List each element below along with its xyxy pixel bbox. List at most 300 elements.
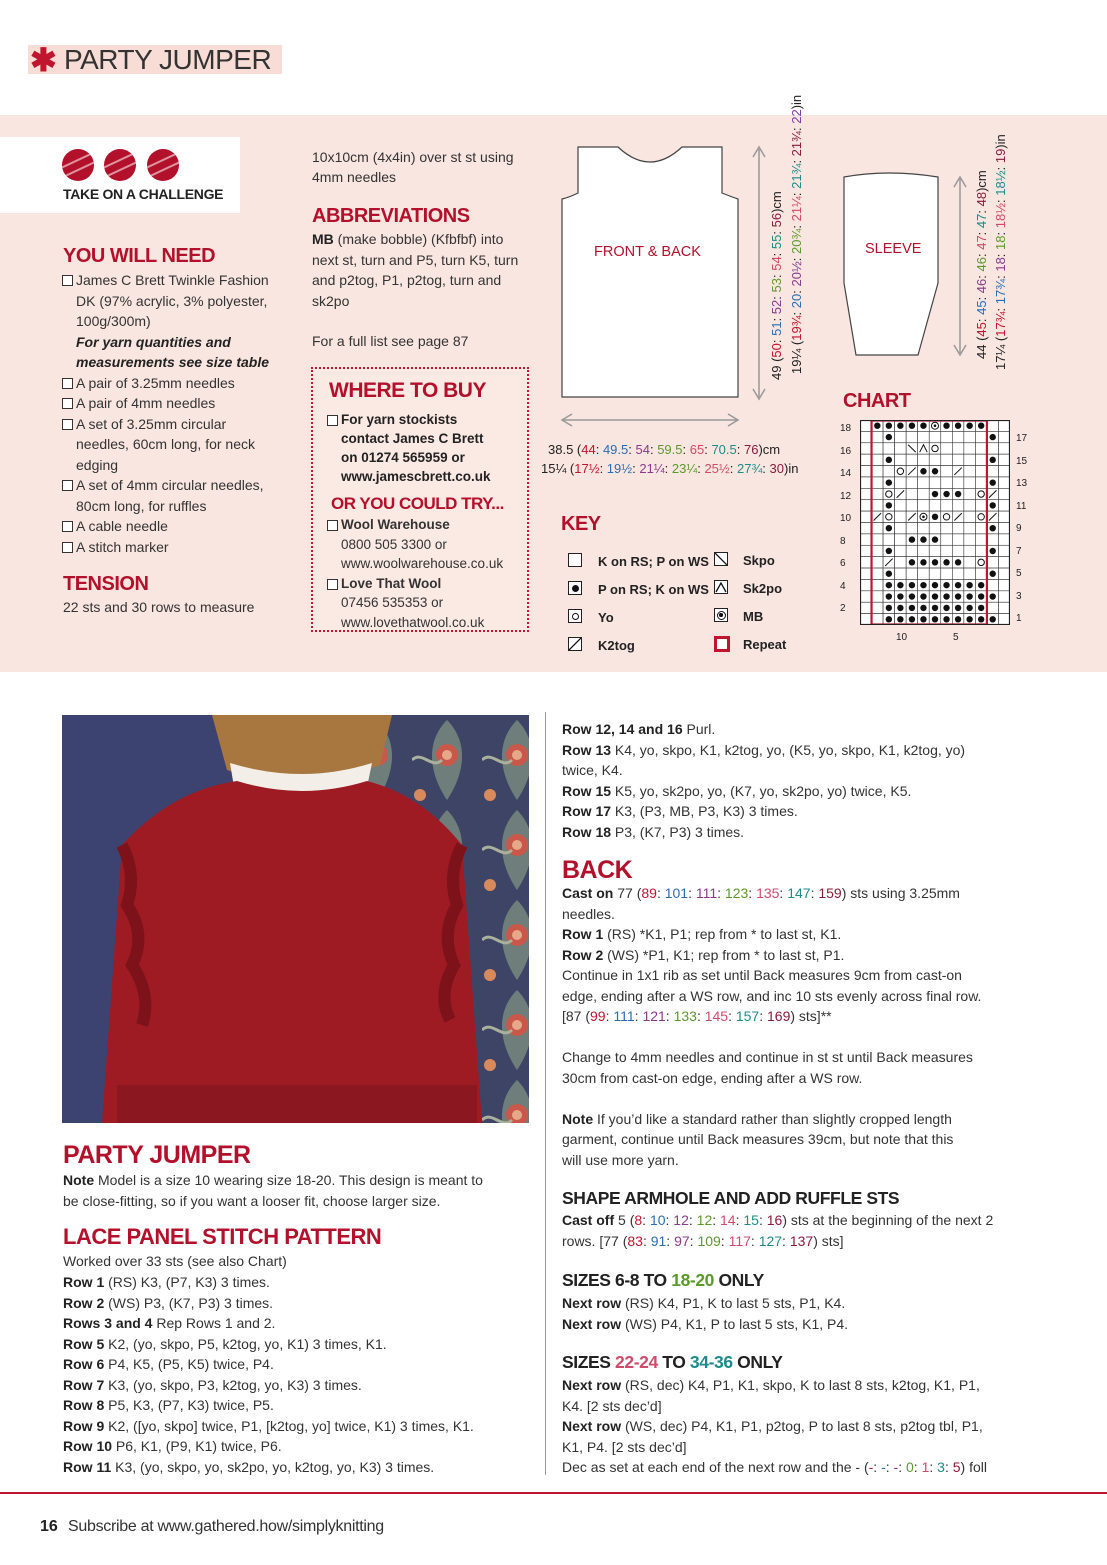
need-item-line: A set of 4mm circular needles, (76, 477, 264, 493)
shop-name: Love That Wool (341, 575, 442, 591)
pattern-row (63, 1395, 543, 1416)
size-text: : (696, 1008, 705, 1024)
purl-dot (955, 582, 961, 588)
row-label: Next row (562, 1377, 622, 1393)
need-item-line: A set of 3.25mm circular (76, 415, 227, 432)
size-value: 17¾ (993, 278, 1008, 305)
cast-off-counts-2 (562, 1231, 1037, 1252)
chart-cell (975, 454, 987, 465)
row-label: Rows 3 and 4 (63, 1315, 153, 1331)
size-text: ) foll (960, 1459, 987, 1475)
size-text: : (810, 885, 819, 901)
size-text: : (993, 195, 1008, 203)
size-text: : (628, 442, 636, 457)
size-text: )cm (769, 191, 784, 213)
chart-cell (860, 511, 872, 522)
yarn-ball-icon (104, 149, 136, 181)
stockist-url[interactable]: www.jamescbrett.co.uk (341, 469, 491, 484)
chart-cell (883, 534, 895, 545)
size-text: [87 ( (562, 1008, 591, 1024)
chart-cell (929, 545, 941, 556)
chart-cell (895, 454, 907, 465)
chart-cell (918, 545, 930, 556)
size-value: 19½ (606, 461, 633, 476)
purl-dot (886, 457, 892, 463)
party-jumper-note (63, 1170, 543, 1211)
purl-dot (909, 536, 915, 542)
purl-dot (966, 616, 972, 622)
purl-dot (989, 457, 995, 463)
purl-dot (989, 502, 995, 508)
size-text: : (898, 1459, 906, 1475)
chart-cell (941, 523, 953, 534)
purl-dot (920, 422, 926, 428)
need-item-line: A pair of 3.25mm needles (76, 374, 235, 391)
size-text: : (974, 271, 989, 279)
checkbox-icon (327, 520, 338, 531)
row-label: Row 17 (562, 803, 612, 819)
chart-cell (929, 477, 941, 488)
empty-square-icon (568, 553, 582, 567)
chart-cell (860, 534, 872, 545)
change-text: Change to 4mm needles and continue in st st until Back measures (562, 1049, 973, 1065)
chart-cell (883, 488, 895, 499)
dot-square-icon (568, 581, 582, 595)
size-text: : (656, 885, 665, 901)
size-text: ) sts]** (790, 1008, 832, 1024)
footer-subscribe-link[interactable]: Subscribe at www.gathered.how/simplyknitting (68, 1518, 384, 1535)
need-item-line: A cable needle (76, 518, 168, 534)
size-value: 27¾ (736, 461, 763, 476)
cast-off-label: Cast off (562, 1212, 615, 1228)
size-value: 53 (769, 278, 784, 293)
purl-dot (943, 559, 949, 565)
size-text: 44 ( (974, 336, 989, 359)
chart-row-number: 13 (1016, 478, 1028, 489)
back-heading: BACK (562, 856, 633, 884)
chart-cell (952, 443, 964, 454)
need-item (62, 332, 302, 373)
chart-cell (872, 466, 884, 477)
chart-cell (975, 500, 987, 511)
size-value: 46 (974, 278, 989, 294)
purl-dot (909, 559, 915, 565)
chart-cell (998, 443, 1010, 454)
pattern-row (562, 801, 1032, 822)
chart-cell (860, 443, 872, 454)
purl-dot (909, 422, 915, 428)
checkbox-icon (62, 398, 73, 409)
front-back-shape (562, 147, 738, 397)
fb-width-cm (548, 442, 780, 457)
row-text: Purl. (682, 721, 716, 737)
chart-cell (941, 534, 953, 545)
chart-cell (952, 568, 964, 579)
chart-cell (872, 579, 884, 590)
chart-cell (998, 579, 1010, 590)
size-value: 111 (695, 885, 718, 901)
challenge-box (0, 137, 240, 213)
purl-dot (897, 616, 903, 622)
size-text: : (769, 249, 784, 257)
purl-dot (932, 582, 938, 588)
size-text: ) sts using 3.25mm (841, 885, 960, 901)
chart-cell (895, 466, 907, 477)
circle-square-icon (568, 609, 582, 623)
you-will-need-heading: YOU WILL NEED (63, 245, 216, 267)
chart-cell (964, 534, 976, 545)
size-text: : (974, 293, 989, 301)
purl-dot (955, 422, 961, 428)
chart-cell (998, 602, 1010, 613)
chart-row-number: 1 (1016, 613, 1022, 624)
checkbox-icon (327, 415, 338, 426)
size-value: 117 (728, 1232, 751, 1249)
chart-cell (929, 500, 941, 511)
chart-row-number: 12 (840, 490, 852, 502)
size-value: 18 (993, 235, 1008, 250)
pattern-row (63, 1457, 543, 1478)
purl-dot (943, 422, 949, 428)
purl-dot (943, 491, 949, 497)
asterisk-star-icon: ✱ (30, 42, 57, 78)
chart-row-number: 6 (840, 558, 846, 569)
fb-width-in (541, 461, 798, 476)
row-label: Row 7 (63, 1376, 105, 1393)
size-value: 14 (720, 1212, 736, 1228)
size-value: 5 (952, 1459, 961, 1475)
size-text: : (769, 270, 784, 279)
lace-panel-rows-continued (562, 719, 1032, 842)
red-box-icon (714, 636, 730, 652)
row-label: Row 1 (63, 1274, 105, 1290)
stockist-line: For yarn stockists (341, 412, 458, 427)
chart-cell (860, 614, 872, 625)
chart-cell (952, 545, 964, 556)
size-text: : (929, 1459, 938, 1475)
size-value: 20 (789, 293, 804, 309)
size-value: 45 (974, 300, 989, 315)
chart-cell (860, 420, 872, 431)
size-text: : (974, 206, 989, 214)
need-item-line: A stitch marker (76, 538, 169, 555)
sleeve-label: SLEEVE (865, 241, 922, 257)
shop-url[interactable]: www.lovethatwool.co.uk (341, 614, 485, 630)
checkbox-icon (62, 275, 73, 286)
key-label: K on RS; P on WS (598, 554, 709, 569)
row-text: K1, P4. [2 sts dec’d] (562, 1438, 687, 1455)
purl-dot (886, 548, 892, 554)
pattern-row (63, 1375, 543, 1396)
size-text: Dec as set at each end of the next row and the - ( (562, 1459, 869, 1475)
size-value: 123 (724, 885, 749, 901)
purl-dot (909, 582, 915, 588)
size-text: : (729, 461, 737, 476)
chart-cell (998, 420, 1010, 431)
size-text: : (944, 1459, 953, 1475)
need-item (62, 393, 302, 414)
abbreviations-more: For a full list see page 87 (312, 333, 469, 349)
note-text: Model is a size 10 wearing size 18-20. This design is meant to (94, 1172, 483, 1188)
sleeve-shape (844, 173, 938, 355)
chart-cell (860, 591, 872, 602)
size-value: 17½ (574, 461, 600, 476)
chart-cell (975, 568, 987, 579)
chart-cell (906, 568, 918, 579)
size-value: 44 (581, 442, 596, 457)
size-value: 159 (818, 885, 842, 901)
abbr-line: (make bobble) (Kfbfbf) into (333, 231, 504, 247)
chart-row-number: 2 (840, 603, 846, 614)
size-text: 5 ( (614, 1212, 635, 1228)
chart-cell (872, 477, 884, 488)
chart-cell (895, 523, 907, 534)
purl-dot (989, 434, 995, 440)
chart-col-number: 10 (896, 632, 908, 643)
pattern-row (562, 760, 1032, 781)
size-value: - (868, 1459, 874, 1475)
page-header (28, 42, 282, 78)
chart-cell (929, 568, 941, 579)
size-value: 20½ (789, 261, 804, 287)
chart-cell (872, 443, 884, 454)
footer-rule (0, 1492, 1107, 1494)
chart-cell (895, 545, 907, 556)
size-text: : (974, 249, 989, 258)
chart-cell (906, 488, 918, 499)
size-text: : (665, 1212, 674, 1228)
size-value: - (893, 1459, 899, 1475)
size-value: 54 (769, 256, 784, 271)
backslash-square-icon (714, 552, 728, 566)
size-text: : (993, 249, 1008, 258)
chart-cell (998, 488, 1010, 499)
size-text: : (642, 1212, 650, 1228)
party-jumper-heading: PARTY JUMPER (63, 1141, 251, 1169)
size-text: : (758, 1212, 767, 1228)
size-value: 25½ (704, 461, 730, 476)
chart-cell (941, 545, 953, 556)
chart-row-number: 3 (1016, 590, 1022, 602)
chart-cell (952, 431, 964, 442)
need-item (62, 373, 302, 394)
note-label: Note (63, 1172, 95, 1188)
note-text: garment, continue until Back measures 39cm, but note that this (562, 1131, 954, 1147)
pattern-row (63, 1313, 543, 1334)
purl-dot (932, 559, 938, 565)
chart-cell (860, 477, 872, 488)
row-label: Row 13 (562, 741, 612, 758)
chart-cell (906, 523, 918, 534)
sizes-highlight: 22-24 (615, 1352, 658, 1372)
row-label: Next row (562, 1295, 622, 1311)
size-value: 83 (627, 1232, 643, 1249)
size-value: 52 (769, 299, 784, 315)
need-item-line: For yarn quantities and (76, 333, 231, 350)
chart-cell (975, 431, 987, 442)
chart-row-number: 9 (1016, 523, 1022, 534)
dec-counts (562, 1457, 1037, 1478)
purl-dot (932, 605, 938, 611)
size-value: 21¾ (789, 163, 804, 189)
pattern-row (63, 1416, 543, 1437)
chart-row-number: 16 (840, 445, 852, 457)
size-value: 51 (769, 321, 784, 336)
where-to-buy-box (311, 367, 529, 632)
abbreviations-heading: ABBREVIATIONS (312, 205, 470, 227)
chart-cell (906, 454, 918, 465)
purl-dot (886, 422, 892, 428)
size-value: 137 (789, 1232, 814, 1249)
chart-cell (860, 488, 872, 499)
chart-cell (975, 477, 987, 488)
note-text: will use more yarn. (562, 1151, 679, 1168)
key-label: Yo (598, 610, 614, 625)
size-value: 30 (769, 461, 784, 476)
chart-cell (872, 454, 884, 465)
chart-cell (987, 466, 999, 477)
purl-dot (920, 593, 926, 599)
need-item (62, 414, 302, 476)
chart-cell (941, 511, 953, 522)
checkbox-icon (62, 521, 73, 532)
chart-cell (872, 431, 884, 442)
size-text: 38.5 ( (548, 442, 582, 457)
chart-cell (860, 602, 872, 613)
size-value: 21¼ (789, 196, 804, 222)
sizes-text: SIZES 6-8 TO (562, 1270, 672, 1290)
size-text: : (779, 885, 788, 901)
purl-dot (886, 616, 892, 622)
cast-on-line2: needles. (562, 905, 615, 922)
fb-length-cm (769, 191, 784, 380)
need-item (62, 516, 302, 537)
row-label: Row 2 (562, 946, 604, 963)
size-text: 77 ( (617, 885, 642, 901)
purl-dot (886, 479, 892, 485)
size-text: : (769, 292, 784, 300)
purl-dot (886, 571, 892, 577)
shop-url[interactable]: www.woolwarehouse.co.uk (341, 556, 504, 571)
abbreviations-text (312, 229, 537, 311)
chart-cell (895, 443, 907, 454)
chart-cell (964, 500, 976, 511)
chart-cell (872, 488, 884, 499)
chart-cell (918, 431, 930, 442)
purl-dot (874, 422, 880, 428)
row-text: P5, K3, (P7, K3) twice, P5. (104, 1397, 274, 1413)
chart-cell (987, 534, 999, 545)
size-value: 121 (642, 1008, 666, 1024)
size-text: : (689, 1232, 698, 1249)
purl-dot (920, 605, 926, 611)
stockist-block (327, 410, 491, 486)
chart-cell (929, 454, 941, 465)
sizes-highlight: 34-36 (689, 1352, 733, 1372)
size-value: 55 (769, 234, 784, 250)
key-label: Skpo (743, 553, 775, 568)
chart-cell (918, 568, 930, 579)
chart-cell (975, 466, 987, 477)
chart-cell (964, 557, 976, 568)
bobble-square-icon (714, 608, 728, 622)
chart-cell (998, 557, 1010, 568)
chart-row-number: 7 (1016, 545, 1022, 557)
chart-row-number: 14 (840, 468, 852, 479)
chart-cell (872, 602, 884, 613)
key-heading: KEY (561, 513, 601, 535)
size-value: 70.5 (711, 442, 737, 457)
chart-cell (872, 568, 884, 579)
row-text: (RS) K4, P1, K to last 5 sts, P1, K4. (621, 1295, 846, 1311)
size-value: 49.5 (602, 442, 629, 457)
row-text: twice, K4. (562, 762, 623, 778)
size-value: 97 (674, 1232, 690, 1249)
armhole-heading: SHAPE ARMHOLE AND ADD RUFFLE STS (562, 1188, 900, 1208)
tension-line-3: 4mm needles (312, 169, 397, 185)
chart-cell (987, 443, 999, 454)
row-text: K3, (yo, skpo, yo, sk2po, yo, k2tog, yo, K3) 3 times. (111, 1458, 435, 1475)
size-value: 47 (974, 213, 989, 229)
lace-chart (860, 420, 1010, 625)
note-text: If you’d like a standard rather than slightly cropped length (593, 1110, 952, 1127)
size-text: : (782, 1232, 790, 1249)
size-text: : (974, 228, 989, 236)
need-item-line: A pair of 4mm needles (76, 395, 216, 411)
chart-cell (987, 420, 999, 431)
chart-cell (952, 534, 964, 545)
chart-cell (895, 477, 907, 488)
shop-phone: 07456 535353 or (341, 595, 444, 610)
chart-cell (883, 443, 895, 454)
size-text: )in (789, 94, 804, 110)
chart-cell (998, 591, 1010, 602)
chart-cell (906, 500, 918, 511)
chart-cell (964, 443, 976, 454)
size-value: 99 (590, 1008, 606, 1024)
chart-heading: CHART (843, 390, 911, 412)
or-you-could-try-heading: OR YOU COULD TRY... (331, 494, 504, 513)
sizes-2-heading (562, 1352, 783, 1373)
page-number: 16 (40, 1518, 58, 1535)
purl-dot (966, 422, 972, 428)
size-value: 109 (697, 1232, 721, 1249)
row-text: K4, yo, skpo, K1, k2tog, yo, (K5, yo, skpo, K1, k2tog, yo) (611, 741, 966, 758)
purl-dot (886, 434, 892, 440)
chart-cell (998, 614, 1010, 625)
row-text: (WS) P4, K1, P to last 5 sts, K1, P4. (621, 1315, 849, 1332)
size-text: : (873, 1459, 882, 1475)
purl-dot (978, 422, 984, 428)
purl-dot (978, 582, 984, 588)
size-value: 45 (974, 322, 989, 337)
size-text: : (728, 1008, 736, 1024)
chart-row-numbers-left (840, 420, 856, 625)
purl-dot (909, 616, 915, 622)
size-value: 65 (689, 442, 705, 457)
purl-dot (966, 593, 972, 599)
size-text: : (605, 1008, 614, 1024)
size-text: : (993, 163, 1008, 171)
chart-cell (906, 431, 918, 442)
chart-cell (941, 466, 953, 477)
chart-cell (860, 579, 872, 590)
sizes-text: SIZES (562, 1352, 616, 1372)
size-value: 12 (696, 1212, 713, 1228)
need-item-line: 100g/300m) (76, 313, 151, 329)
purl-dot (989, 571, 995, 577)
chart-cell (895, 557, 907, 568)
